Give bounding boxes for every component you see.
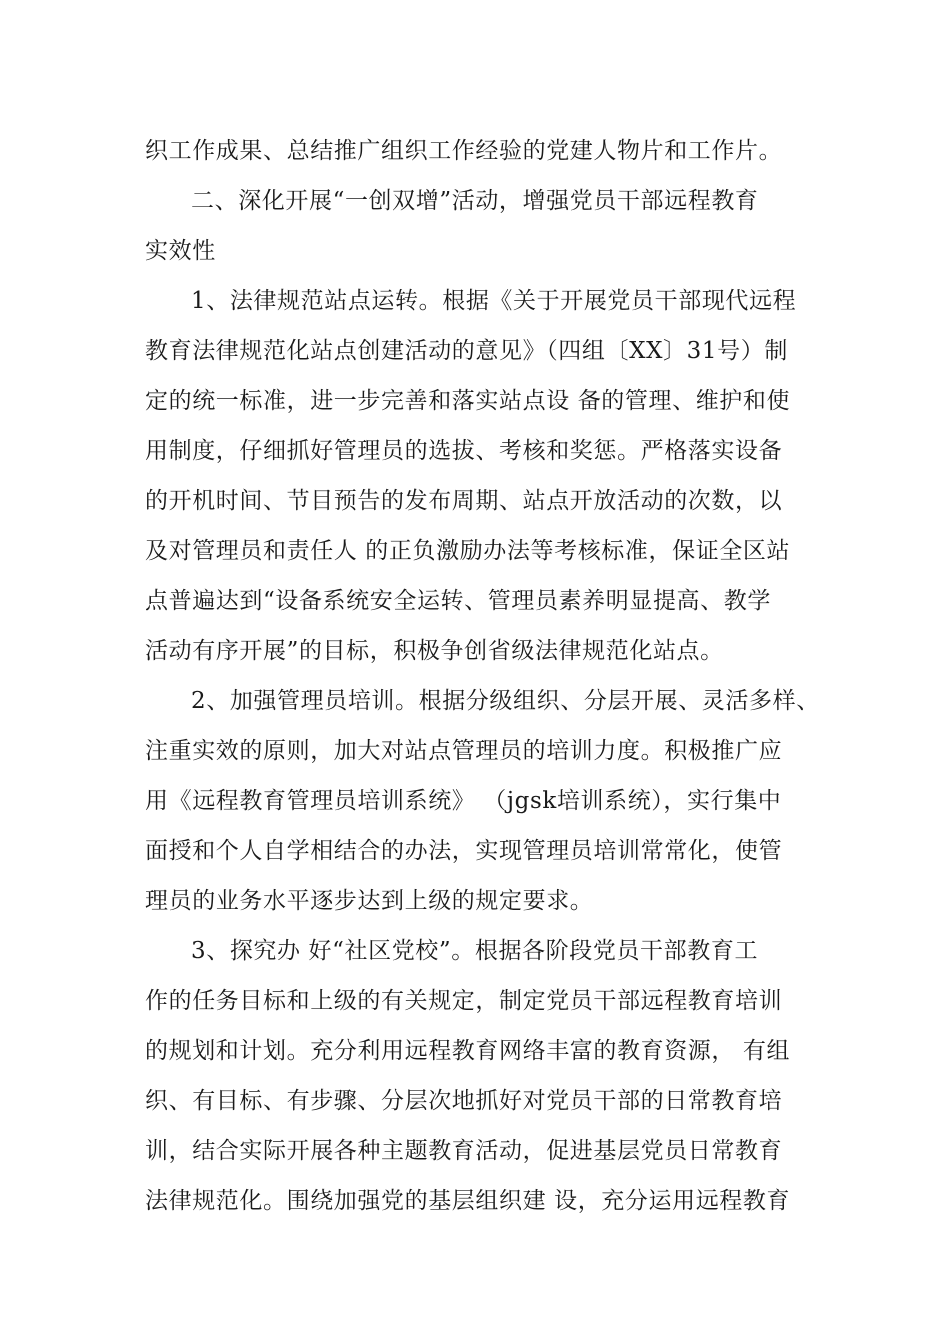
paragraph-first-line: 2、加强管理员培训。根据分级组织、分层开展、灵活多样、 <box>191 688 820 714</box>
text-line: 织、有目标、有步骤、分层次地抓好对党员干部的日常教育培 <box>145 1088 783 1114</box>
text-line: 定的统一标准，进一步完善和落实站点设 备的管理、维护和使 <box>145 388 791 414</box>
text-line: 用制度，仔细抓好管理员的选拔、考核和奖惩。严格落实设备 <box>145 438 783 464</box>
text-line: 点普遍达到“设备系统安全运转、管理员素养明显提高、教学 <box>145 588 771 614</box>
text-line: 训，结合实际开展各种主题教育活动，促进基层党员日常教育 <box>145 1138 783 1164</box>
text-line: 的开机时间、节目预告的发布周期、站点开放活动的次数，以 <box>145 488 783 514</box>
paragraph-first-line: 1、法律规范站点运转。根据《关于开展党员干部现代远程 <box>191 288 797 314</box>
text-line: 面授和个人自学相结合的办法，实现管理员培训常常化，使管 <box>145 838 783 864</box>
text-line: 作的任务目标和上级的有关规定，制定党员干部远程教育培训 <box>145 988 783 1014</box>
text-line: 活动有序开展”的目标，积极争创省级法律规范化站点。 <box>145 638 724 664</box>
text-line: 法律规范化。围绕加强党的基层组织建 设，充分运用远程教育 <box>145 1188 791 1214</box>
paragraph-first-line: 3、探究办 好“社区党校”。根据各阶段党员干部教育工 <box>191 938 759 964</box>
section-heading: 二、深化开展“一创双增”活动，增强党员干部远程教育 <box>191 188 759 214</box>
text-line: 及对管理员和责任人 的正负激励办法等考核标准，保证全区站 <box>145 538 791 564</box>
text-line: 织工作成果、总结推广组织工作经验的党建人物片和工作片。 <box>145 138 783 164</box>
text-line: 注重实效的原则，加大对站点管理员的培训力度。积极推广应 <box>145 738 783 764</box>
text-line: 用《远程教育管理员培训系统》 （jgsk培训系统），实行集中 <box>145 788 782 814</box>
section-heading-continued: 实效性 <box>145 238 216 264</box>
text-line: 理员的业务水平逐步达到上级的规定要求。 <box>145 888 594 914</box>
text-line: 的规划和计划。充分利用远程教育网络丰富的教育资源， 有组 <box>145 1038 791 1064</box>
text-line: 教育法律规范化站点创建活动的意见》（四组〔XX〕31号）制 <box>145 338 788 364</box>
